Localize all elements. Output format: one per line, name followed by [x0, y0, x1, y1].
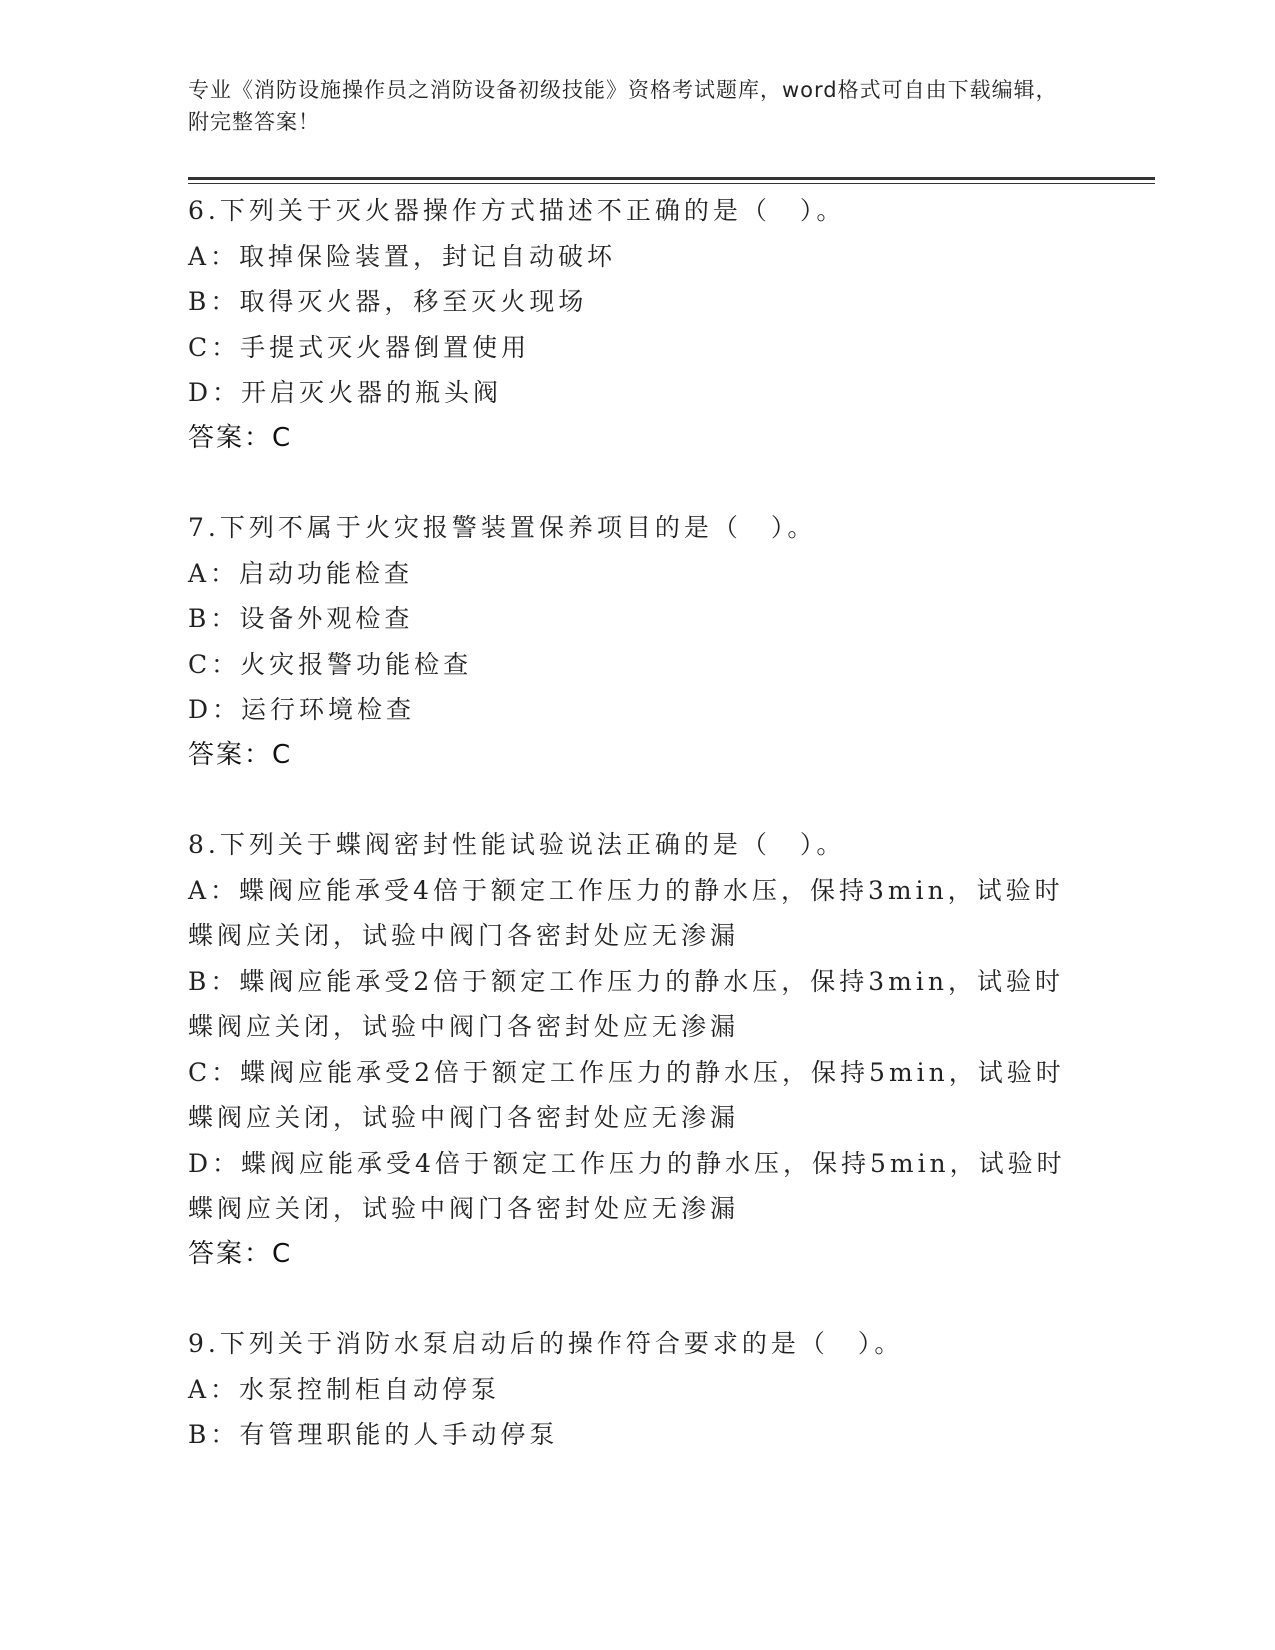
option-d: D：蝶阀应能承受4倍于额定工作压力的静水压，保持5min，试验时蝶阀应关闭，试验中阀门各密封处应无渗漏	[188, 1148, 1066, 1223]
option-b: B：取得灭火器，移至灭火现场	[188, 287, 588, 316]
question-list	[188, 188, 1088, 1502]
question-stem: 6.下列关于灭火器操作方式描述不正确的是（ ）。	[188, 196, 846, 225]
option-d: D：运行环境检查	[188, 695, 416, 724]
question-stem: 8.下列关于蝶阀密封性能试验说法正确的是（ ）。	[188, 830, 846, 859]
document-header: 专业《消防设施操作员之消防设备初级技能》资格考试题库，word格式可自由下载编辑，附完整答案！	[188, 78, 1058, 134]
option-d: D：开启灭火器的瓶头阀	[188, 378, 503, 407]
question-9	[188, 1321, 1088, 1458]
option-b: B：蝶阀应能承受2倍于额定工作压力的静水压，保持3min，试验时蝶阀应关闭，试验中阀门各密封处应无渗漏	[188, 966, 1064, 1041]
option-c: C：火灾报警功能检查	[188, 649, 473, 679]
option-c: C：蝶阀应能承受2倍于额定工作压力的静水压，保持5min，试验时蝶阀应关闭，试验中阀门各密封处应无渗漏	[188, 1057, 1065, 1132]
option-a: A：取掉保险装置，封记自动破坏	[188, 241, 617, 271]
option-a: A：水泵控制柜自动停泵	[188, 1374, 501, 1404]
option-b: B：有管理职能的人手动停泵	[188, 1420, 559, 1449]
option-a: A：启动功能检查	[188, 558, 414, 588]
question-7	[188, 505, 1088, 778]
header-divider-thin	[188, 183, 1155, 184]
question-stem: 7.下列不属于火灾报警装置保养项目的是（ ）。	[188, 513, 817, 542]
question-6	[188, 188, 1088, 461]
answer-label: 答案：C	[188, 422, 293, 453]
question-stem: 9.下列关于消防水泵启动后的操作符合要求的是（ ）。	[188, 1329, 904, 1358]
answer-label: 答案：C	[188, 1238, 293, 1269]
question-8	[188, 822, 1088, 1277]
answer-label: 答案：C	[188, 739, 293, 770]
option-c: C：手提式灭火器倒置使用	[188, 332, 531, 362]
option-b: B：设备外观检查	[188, 604, 414, 633]
header-divider-thick	[188, 177, 1155, 180]
option-a: A：蝶阀应能承受4倍于额定工作压力的静水压，保持3min，试验时蝶阀应关闭，试验中阀门各密封处应无渗漏	[188, 875, 1064, 950]
